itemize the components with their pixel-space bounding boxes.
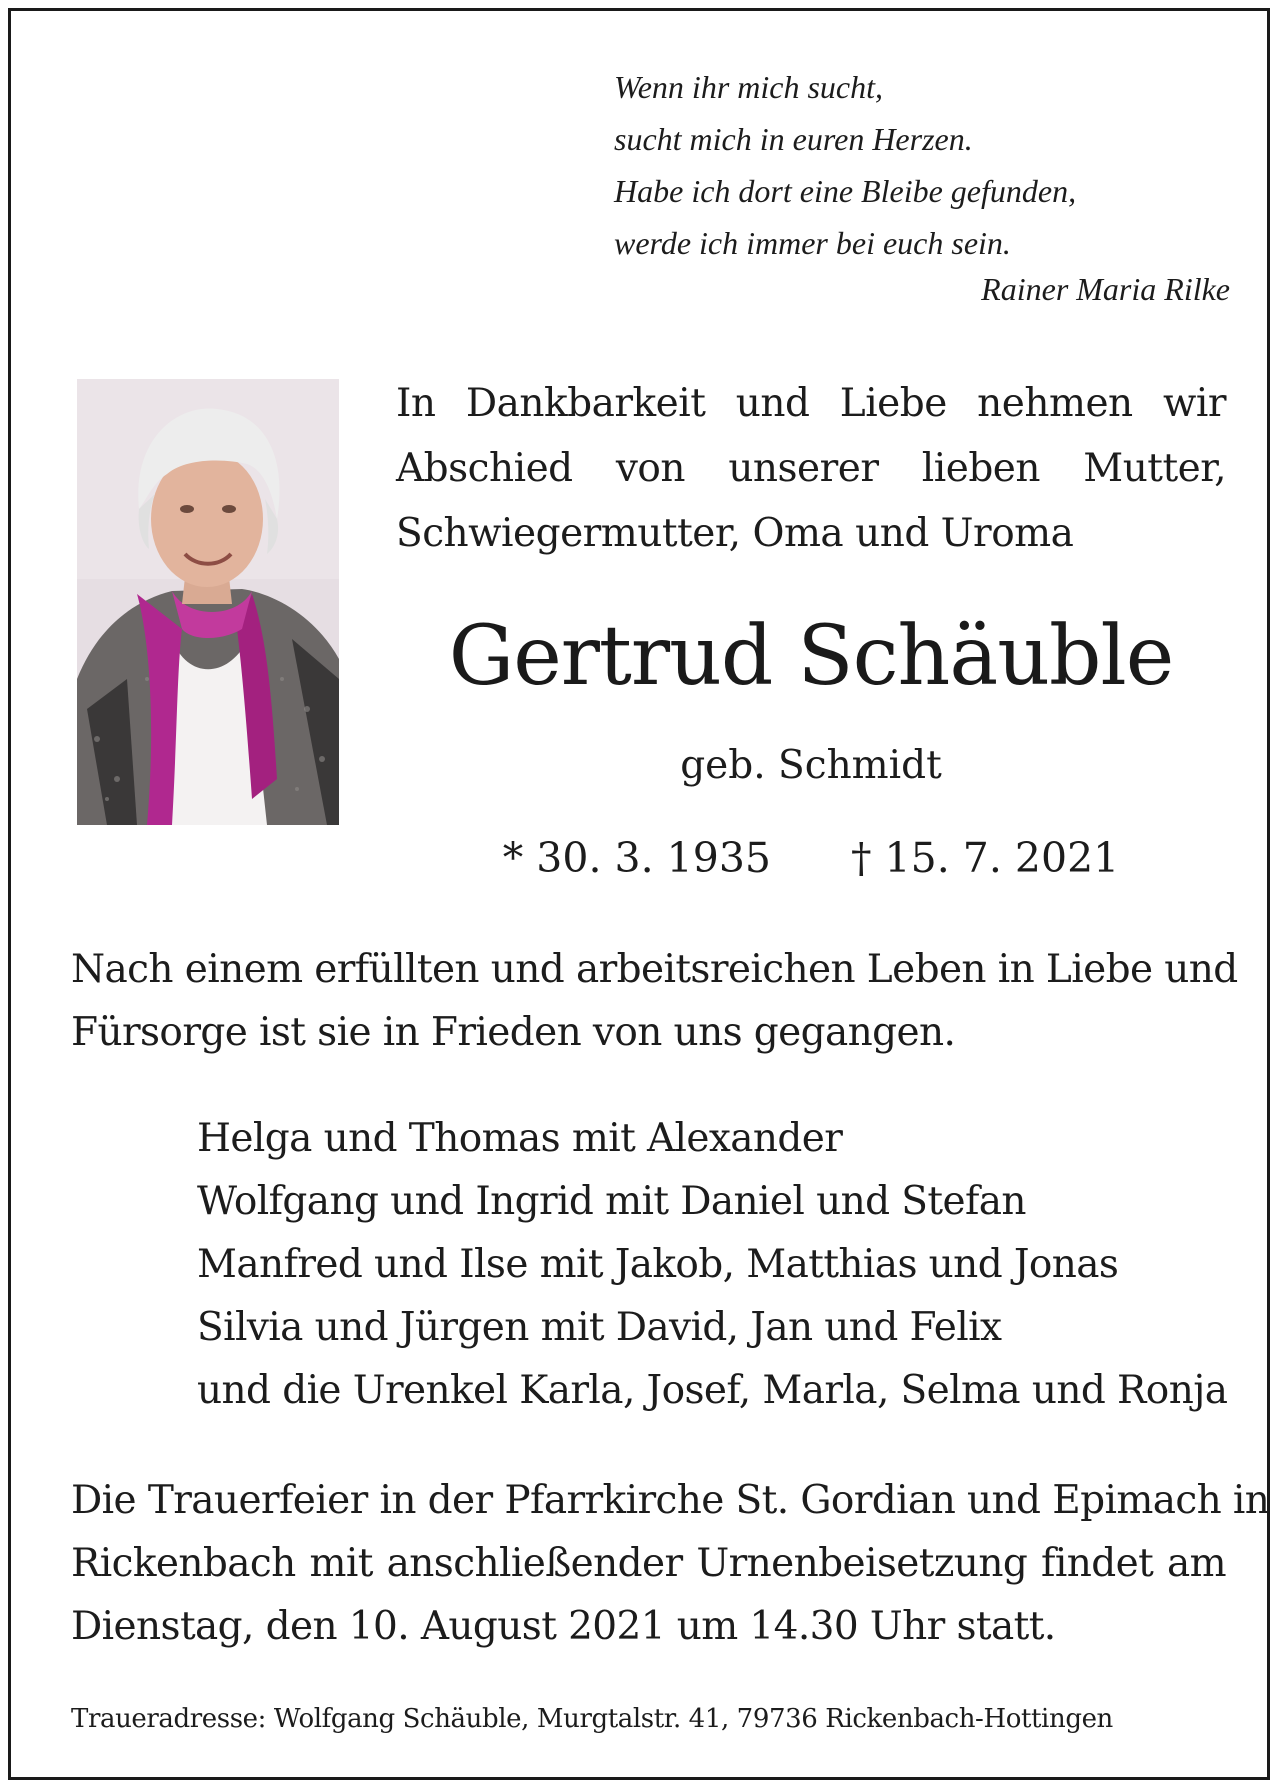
- ceremony-line: Die Trauerfeier in der Pfarrkirche St. Gordian und Epimach in: [71, 1478, 1270, 1523]
- family-line: und die Urenkel Karla, Josef, Marla, Selma und Ronja: [197, 1368, 1228, 1413]
- portrait-photo: [77, 379, 339, 825]
- ceremony-line: Dienstag, den 10. August 2021 um 14.30 Uhr statt.: [71, 1604, 1056, 1649]
- message-line: Nach einem erfüllten und arbeitsreichen Leben in Liebe und: [71, 947, 1238, 992]
- message-line: Fürsorge ist sie in Frieden von uns gegangen.: [71, 1010, 956, 1055]
- portrait-image: [77, 379, 339, 825]
- poem-line: werde ich immer bei euch sein.: [614, 225, 1011, 261]
- poem-quote: [614, 61, 1234, 315]
- intro-text: [396, 371, 1226, 566]
- family-list: [197, 1107, 1227, 1422]
- poem-author: Rainer Maria Rilke: [981, 271, 1230, 307]
- intro-line: In Dankbarkeit und Liebe nehmen wir: [396, 381, 1226, 426]
- family-line: Helga und Thomas mit Alexander: [197, 1116, 843, 1161]
- family-line: Wolfgang und Ingrid mit Daniel und Stefan: [197, 1179, 1026, 1224]
- life-dates: [396, 831, 1226, 885]
- poem-line: Habe ich dort eine Bleibe gefunden,: [614, 173, 1077, 209]
- intro-line: Schwiegermutter, Oma und Uroma: [396, 511, 1074, 556]
- birth-date: * 30. 3. 1935: [502, 834, 771, 882]
- ceremony-info: [71, 1469, 1270, 1658]
- death-date: † 15. 7. 2021: [851, 834, 1120, 882]
- mourning-address: Traueradresse: Wolfgang Schäuble, Murgtalstr. 41, 79736 Rickenbach-Hottingen: [71, 1704, 1113, 1734]
- family-line: Silvia und Jürgen mit David, Jan und Felix: [197, 1305, 1002, 1350]
- birth-name: geb. Schmidt: [680, 743, 942, 788]
- intro-line: Abschied von unserer lieben Mutter,: [396, 446, 1226, 491]
- ceremony-line: Rickenbach mit anschließender Urnenbeisetzung findet am: [71, 1541, 1226, 1586]
- obituary-notice: [8, 8, 1270, 1780]
- poem-line: sucht mich in euren Herzen.: [614, 121, 973, 157]
- farewell-message: [71, 938, 1238, 1064]
- deceased-name: Gertrud Schäuble: [448, 609, 1174, 704]
- family-line: Manfred und Ilse mit Jakob, Matthias und Jonas: [197, 1242, 1119, 1287]
- poem-line: Wenn ihr mich sucht,: [614, 69, 884, 105]
